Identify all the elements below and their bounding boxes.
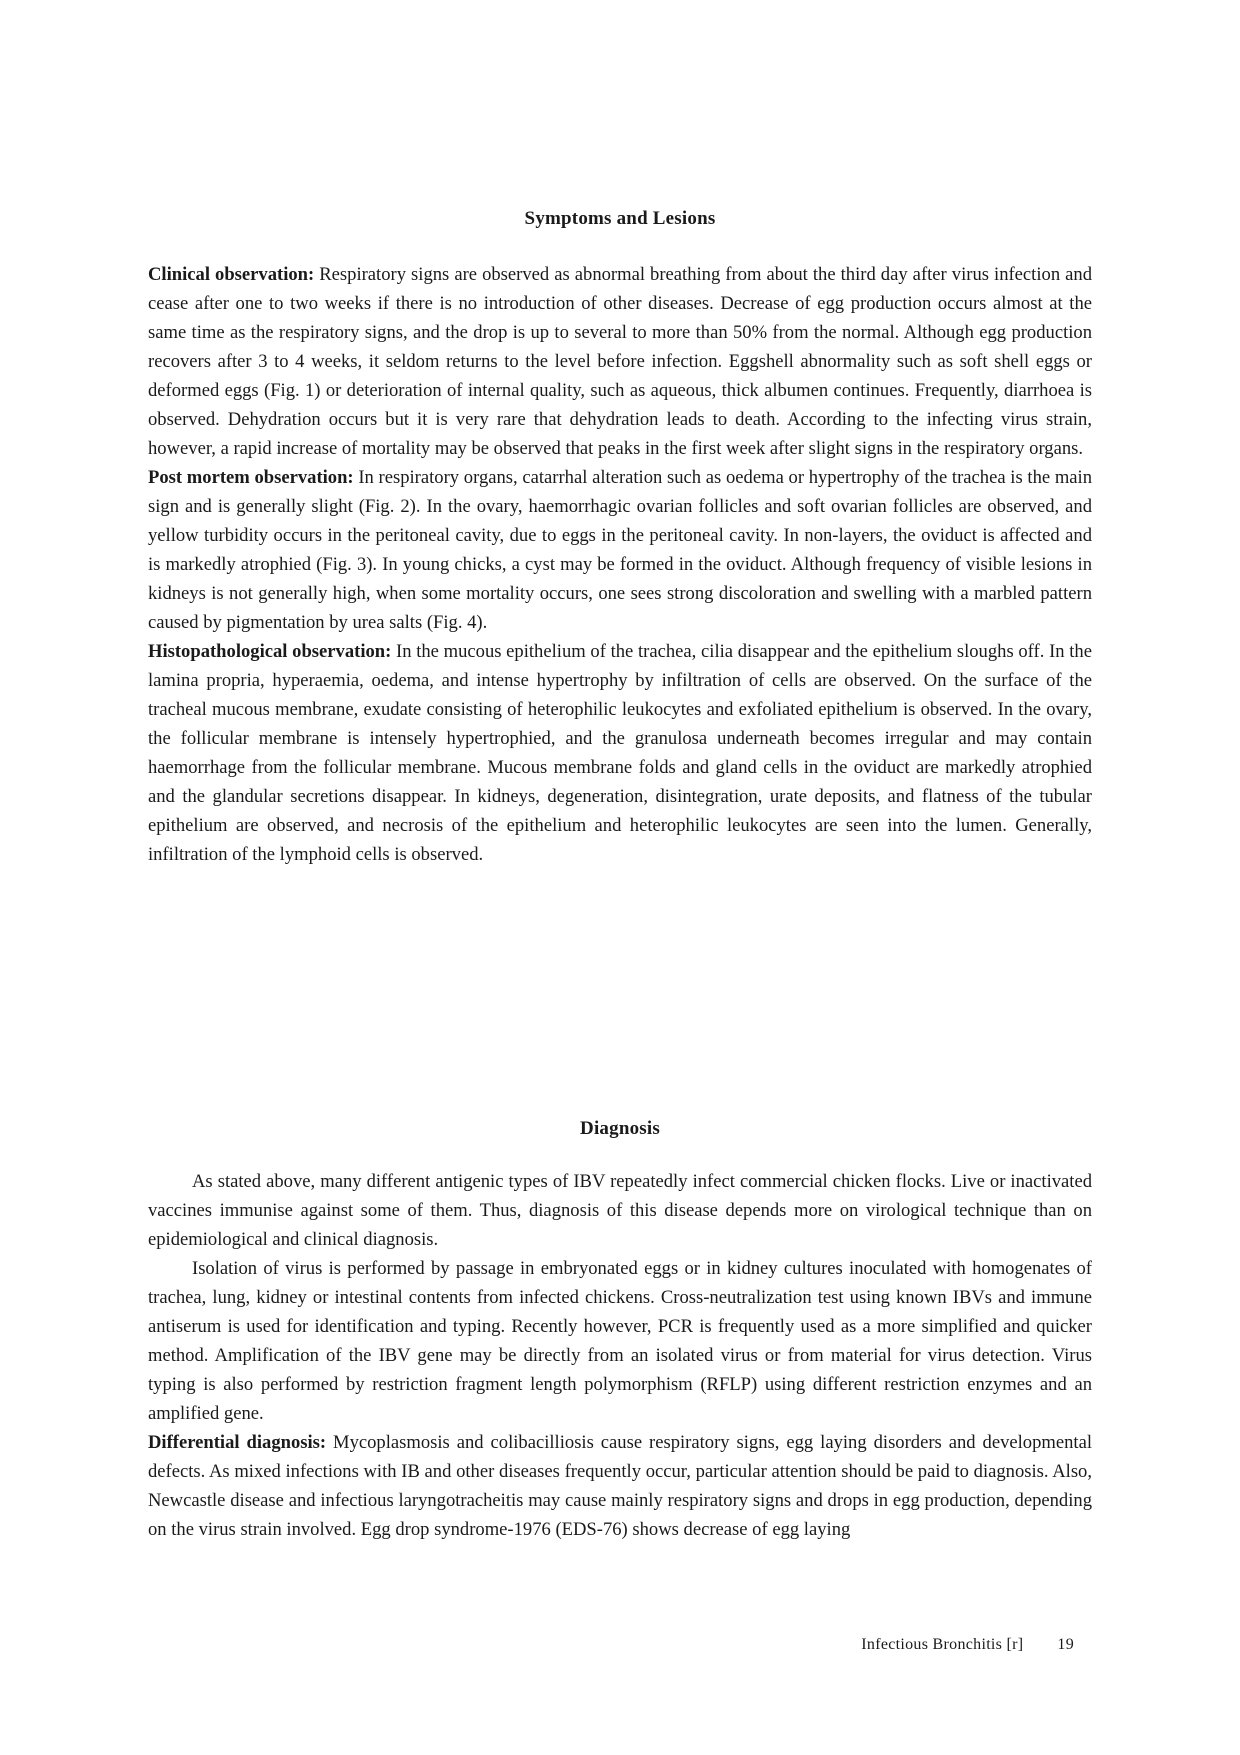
section-title-diagnosis: Diagnosis [580, 1118, 660, 1139]
section-title-symptoms: Symptoms and Lesions [524, 208, 716, 229]
diagnosis-section [148, 1167, 1092, 1544]
paragraph-post-mortem-observation [148, 463, 1092, 637]
symptoms-section [148, 260, 1092, 869]
page-footer [861, 1636, 1074, 1654]
paragraph-virus-isolation: Isolation of virus is performed by passage in embryonated eggs or in kidney cultures inoculated with homogenates of trachea, lung, kidney or intestinal contents from infected chickens. Cross-neutralization test using known IBVs and immune antiserum is used for identification and typing. Recently however, PCR is frequently used as a more simplified and quicker method. Amplification of the IBV gene may be directly from an isolated virus or from material for virus detection. Virus typing is also performed by restriction fragment length polymorphism (RFLP) using different restriction enzymes and an amplified gene. [148, 1258, 1092, 1424]
paragraph-histopathological-observation [148, 637, 1092, 869]
paragraph-diagnosis-intro: As stated above, many different antigenic types of IBV repeatedly infect commercial chicken flocks. Live or inactivated vaccines immunise against some of them. Thus, diagnosis of this disease depends more on virological technique than on epidemiological and clinical diagnosis. [148, 1171, 1092, 1250]
lead-post-mortem-observation: Post mortem observation: [148, 467, 354, 488]
paragraph-differential-diagnosis [148, 1428, 1092, 1544]
lead-clinical-observation: Clinical observation: [148, 264, 315, 285]
lead-differential-diagnosis: Differential diagnosis: [148, 1432, 327, 1453]
text-histopathological-observation: In the mucous epithelium of the trachea, cilia disappear and the epithelium sloughs off. In the lamina propria, hyperaemia, oedema, and intense hypertrophy by infiltration of cells are observed. On the surface of the tracheal mucous membrane, exudate consisting of heterophilic leukocytes and exfoliated epithelium is observed. In the ovary, the follicular membrane is intensely hypertrophied, and the granulosa underneath becomes irregular and may contain haemorrhage from the follicular membrane. Mucous membrane folds and gland cells in the oviduct are markedly atrophied and the glandular secretions disappear. In kidneys, degeneration, disintegration, urate deposits, and flatness of the tubular epithelium are observed, and necrosis of the epithelium and heterophilic leukocytes are seen into the lumen. Generally, infiltration of the lymphoid cells is observed. [148, 641, 1092, 865]
running-title: Infectious Bronchitis [r] [861, 1636, 1024, 1653]
lead-histopathological-observation: Histopathological observation: [148, 641, 392, 662]
document-page [148, 0, 1092, 1755]
text-post-mortem-observation: In respiratory organs, catarrhal alteration such as oedema or hypertrophy of the trachea is the main sign and is generally slight (Fig. 2). In the ovary, haemorrhagic ovarian follicles and soft ovarian follicles are observed, and yellow turbidity occurs in the peritoneal cavity, due to eggs in the peritoneal cavity. In non-layers, the oviduct is affected and is markedly atrophied (Fig. 3). In young chicks, a cyst may be formed in the oviduct. Although frequency of visible lesions in kidneys is not generally high, when some mortality occurs, one sees strong discoloration and swelling with a marbled pattern caused by pigmentation by urea salts (Fig. 4). [148, 467, 1092, 633]
text-differential-diagnosis: Mycoplasmosis and colibacilliosis cause respiratory signs, egg laying disorders and developmental defects. As mixed infections with IB and other diseases frequently occur, particular attention should be paid to diagnosis. Also, Newcastle disease and infectious laryngotracheitis may cause mainly respiratory signs and drops in egg production, depending on the virus strain involved. Egg drop syndrome-1976 (EDS-76) shows decrease of egg laying [148, 1432, 1092, 1540]
page-number: 19 [1057, 1636, 1074, 1653]
paragraph-clinical-observation [148, 260, 1092, 463]
text-clinical-observation: Respiratory signs are observed as abnormal breathing from about the third day after virus infection and cease after one to two weeks if there is no introduction of other diseases. Decrease of egg production occurs almost at the same time as the respiratory signs, and the drop is up to several to more than 50% from the normal. Although egg production recovers after 3 to 4 weeks, it seldom returns to the level before infection. Eggshell abnormality such as soft shell eggs or deformed eggs (Fig. 1) or deterioration of internal quality, such as aqueous, thick albumen continues. Frequently, diarrhoea is observed. Dehydration occurs but it is very rare that dehydration leads to death. According to the infecting virus strain, however, a rapid increase of mortality may be observed that peaks in the first week after slight signs in the respiratory organs. [148, 264, 1093, 459]
